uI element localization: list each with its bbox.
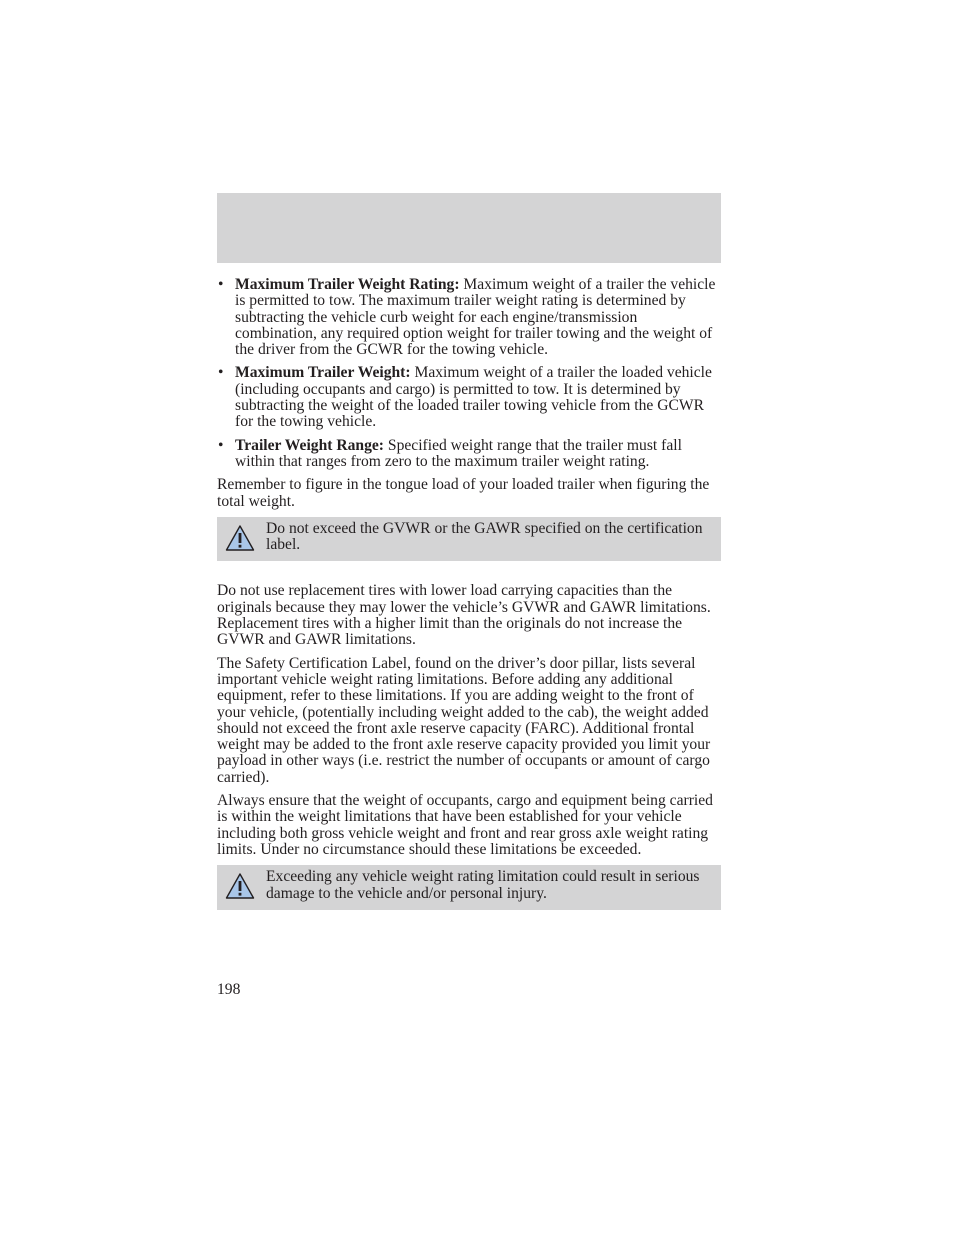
page-content <box>217 277 723 917</box>
warning-triangle-icon <box>225 872 255 900</box>
bullet-dot: • <box>218 436 224 454</box>
warning-text: Exceeding any vehicle weight rating limitation could result in serious damage to the vehicle and/or personal injury. <box>266 868 700 902</box>
warning-triangle-icon <box>225 524 255 552</box>
definition-text: Maximum weight of a trailer the loaded vehicle (including occupants and cargo) is permitted to tow. It is determined by subtracting the weight of the loaded trailer towing vehicle from the GCWR for the towing vehicle. <box>235 364 712 431</box>
definition-term: Maximum Trailer Weight Rating: <box>235 276 460 293</box>
list-item <box>217 277 723 358</box>
list-item <box>217 438 723 471</box>
chapter-header-band <box>217 193 721 263</box>
tongue-load-paragraph: Remember to figure in the tongue load of your loaded trailer when figuring the total weight. <box>217 476 710 510</box>
warning-box <box>217 517 721 562</box>
definition-term: Trailer Weight Range: <box>235 436 384 454</box>
bullet-dot: • <box>218 364 224 382</box>
definition-text: Maximum weight of a trailer the vehicle is permitted to tow. The maximum trailer weight rating is determined by subtracting the vehicle curb weight for each engine/transmission combination, any required option weight for trailer towing and the weight of the driver from the GCWR for the towing vehicle. <box>235 276 716 359</box>
spacer <box>217 568 723 583</box>
page-number: 198 <box>217 981 241 998</box>
warning-box <box>217 865 721 910</box>
weight-limits-paragraph: Always ensure that the weight of occupants, cargo and equipment being carried is within the weight limitations that have been established for your vehicle including both gross vehicle weight and front and rear gross axle weight rating limits. Under no circumstance should these limitations be exceeded. <box>217 792 713 858</box>
definition-text: Specified weight range that the trailer must fall within that ranges from zero to the maximum trailer weight rating. <box>235 436 682 470</box>
list-item <box>217 365 723 430</box>
certification-label-paragraph: The Safety Certification Label, found on the driver’s door pillar, lists several important vehicle weight rating limitations. Before adding any additional equipment, refer to these limitations. If you are adding weight to the front of your vehicle, (potentially including weight added to the cab), the weight added should not exceed the front axle reserve capacity (FARC). Additional frontal weight may be added to the front axle reserve capacity provided you limit your payload in other ways (i.e. restrict the number of occupants or amount of cargo carried). <box>217 654 711 786</box>
definition-list <box>217 277 723 470</box>
definition-term: Maximum Trailer Weight: <box>235 364 411 382</box>
warning-text: Do not exceed the GVWR or the GAWR specified on the certification label. <box>266 519 703 554</box>
bullet-dot: • <box>218 276 224 293</box>
replacement-tires-paragraph: Do not use replacement tires with lower load carrying capacities than the originals because they may lower the vehicle’s GVWR and GAWR limitations. Replacement tires with a higher limit than the originals do not increase the GVWR and GAWR limitations. <box>217 582 711 649</box>
